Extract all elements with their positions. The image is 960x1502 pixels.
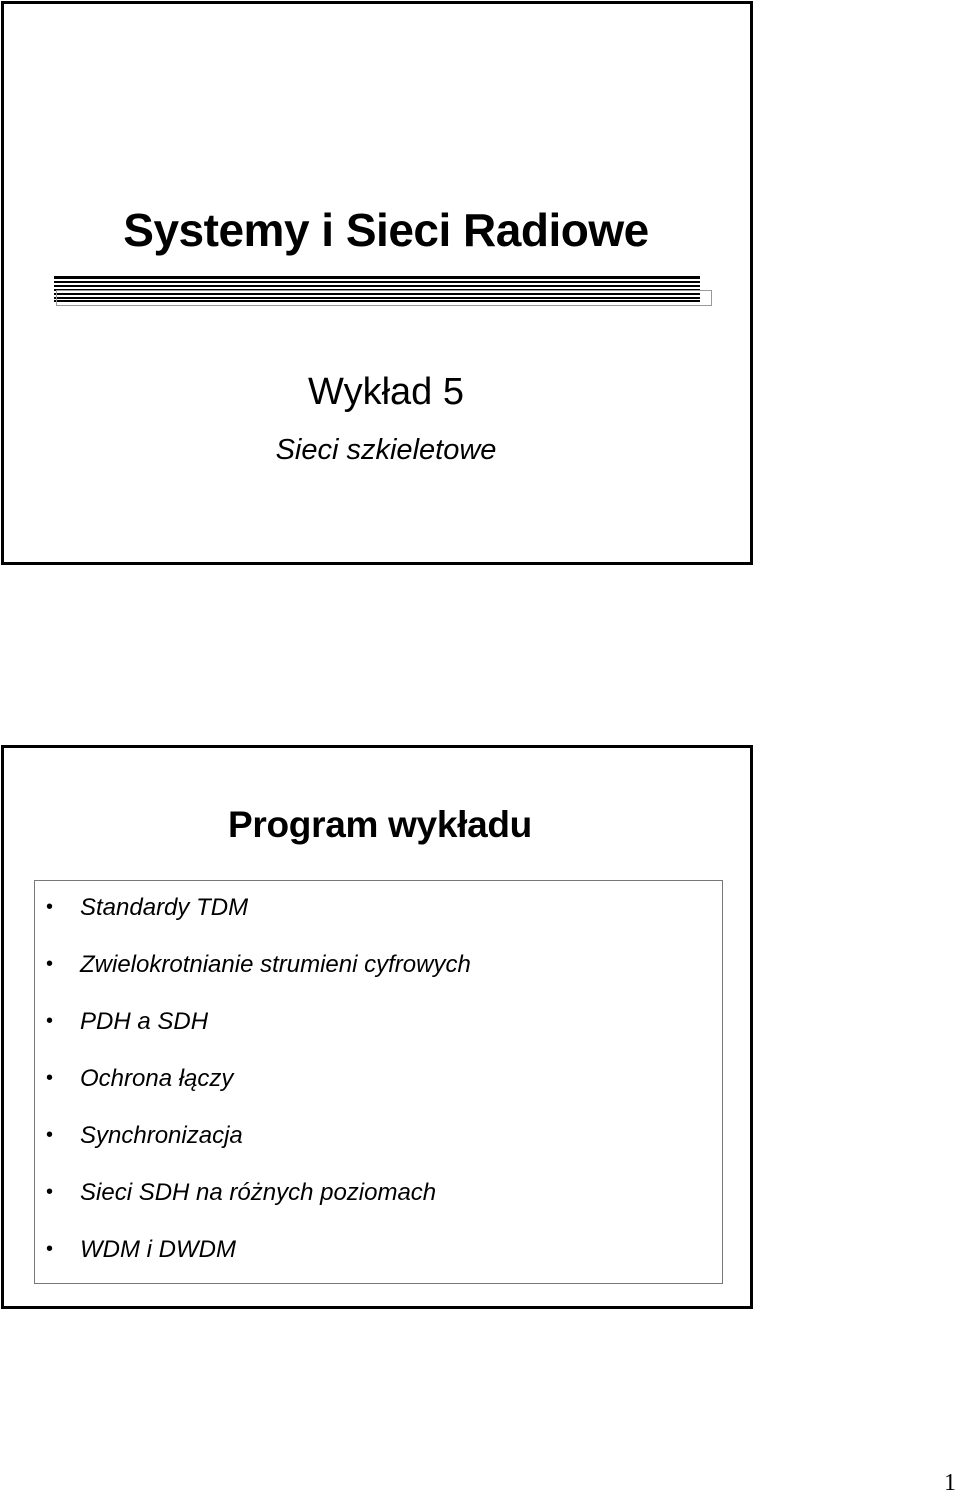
list-item [46,1055,471,1112]
list-item-label: PDH a SDH [80,1008,209,1035]
decorative-frame [56,290,712,306]
lecture-number: Wykład 5 [308,371,464,413]
agenda-title: Program wykładu [228,804,532,845]
list-item [46,998,471,1055]
bullet-icon: • [46,1181,54,1203]
bullet-icon: • [46,1010,54,1032]
list-item-label: Zwielokrotnianie strumieni cyfrowych [80,951,471,978]
list-item-label: Ochrona łączy [80,1065,234,1092]
list-item-label: Synchronizacja [80,1122,243,1149]
lecture-subtitle: Sieci szkieletowe [275,434,497,466]
title-slide [1,1,753,565]
list-item-label: Standardy TDM [80,894,249,921]
course-title: Systemy i Sieci Radiowe [123,204,649,256]
agenda-list [46,884,471,1283]
bullet-icon: • [46,1238,54,1260]
bullet-icon: • [46,1067,54,1089]
list-item [46,1226,471,1283]
agenda-slide [1,745,753,1309]
list-item [46,941,471,998]
bullet-icon: • [46,953,54,975]
list-item-label: Sieci SDH na różnych poziomach [80,1179,437,1206]
list-item-label: WDM i DWDM [80,1236,236,1263]
page-number: 1 [944,1470,956,1496]
bullet-icon: • [46,1124,54,1146]
bullet-icon: • [46,896,54,918]
list-item [46,1112,471,1169]
list-item [46,1169,471,1226]
list-item [46,884,471,941]
